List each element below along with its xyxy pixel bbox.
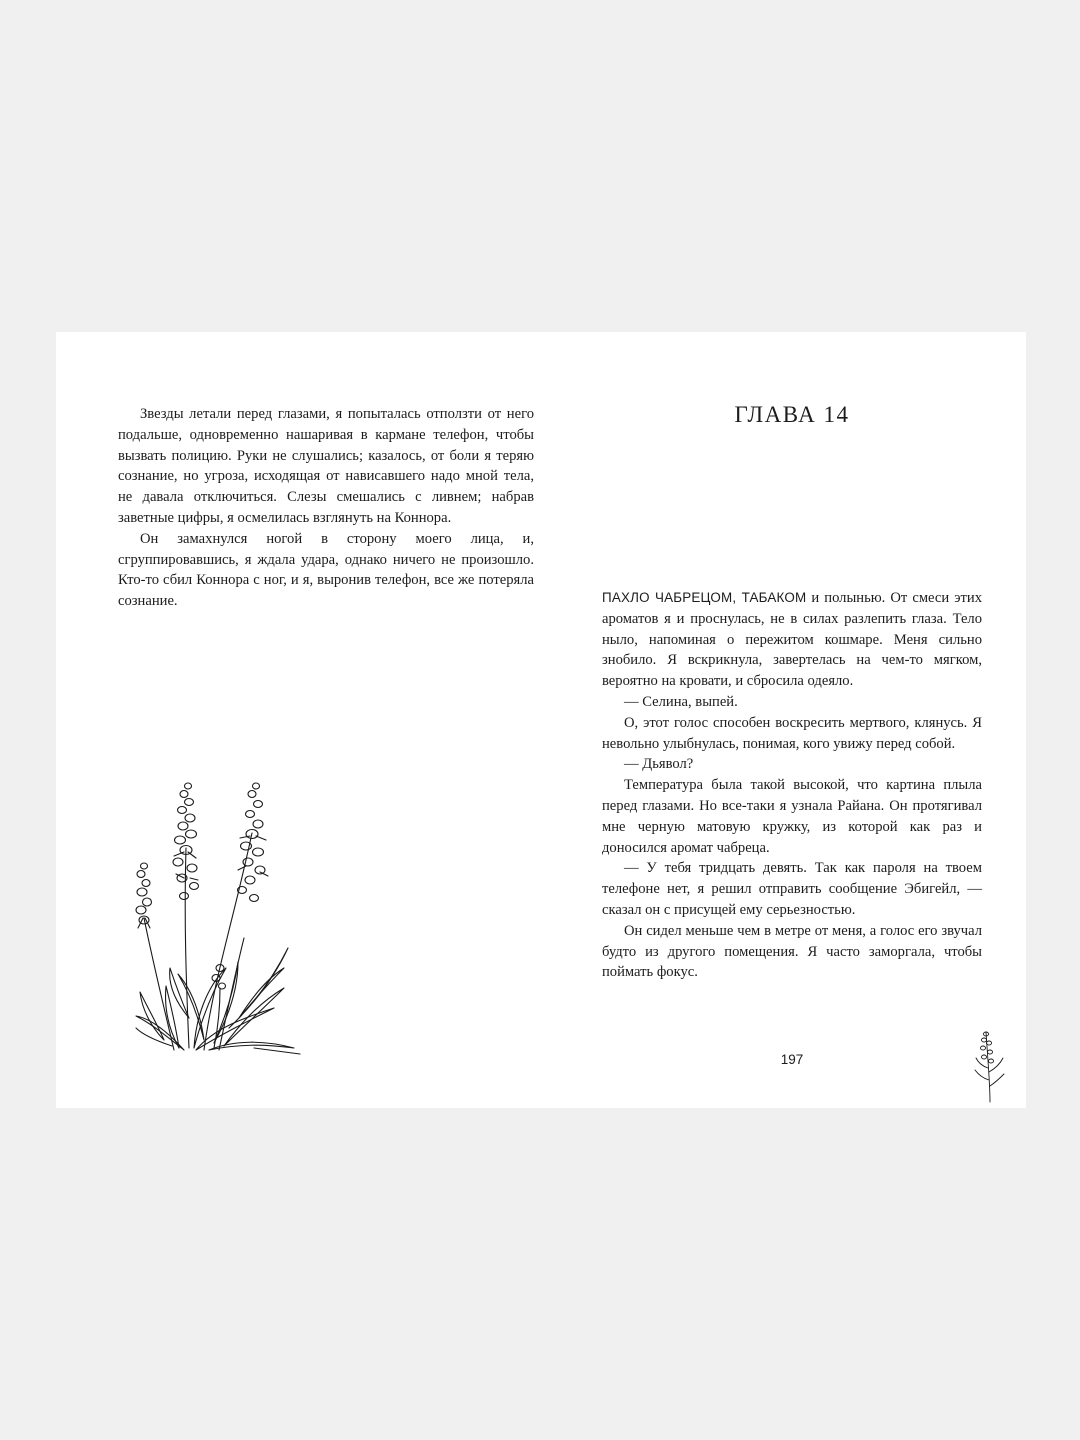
right-paragraph-4: — Дьявол? <box>624 756 694 773</box>
right-paragraph-3: О, этот голос способен воскресить мертвого, клянусь. Я невольно улыбнулась, понимая, кого увижу перед собой. <box>602 714 982 752</box>
opening-words: ПАХЛО ЧАБРЕЦОМ, ТАБАКОМ <box>602 590 807 605</box>
right-paragraph-1 <box>602 588 982 692</box>
lavender-illustration-icon <box>134 778 304 1056</box>
left-paragraph-2: Он замахнулся ногой в сторону моего лица, и, сгруппировавшись, я ждала удара, однако ничего не произошло. Кто-то сбил Коннора с ног, и я, выронив телефон, все же потеряла сознание. <box>118 530 534 610</box>
left-page <box>118 404 534 612</box>
page-number: 197 <box>780 1052 804 1067</box>
right-page <box>602 332 982 1108</box>
right-paragraph-6: — У тебя тридцать девять. Так как пароля на твоем телефоне нет, я решил отправить сообщение Эбигейл, — сказал он с присущей ему серьезностью. <box>602 860 982 918</box>
left-paragraph-1: Звезды летали перед глазами, я попыталась отползти от него подальше, одновременно нашаривая в кармане телефон, чтобы вызвать полицию. Руки не слушались; казалось, от боли я теряю сознание, но угроза, исходящая от нависавшего надо мной тела, не давала отключиться. Слезы смешались с ливнем; набрав заветные цифры, я осмелилась взглянуть на Коннора. <box>118 406 534 526</box>
book-spread <box>56 332 1026 1108</box>
chapter-body <box>602 588 982 983</box>
right-paragraph-5: Температура была такой высокой, что картина плыла перед глазами. Но все-таки я узнала Райана. Он протягивал мне черную матовую кружку, из которой как раз и доносился аромат чабреца. <box>602 777 982 856</box>
chapter-title: ГЛАВА 14 <box>734 402 850 427</box>
opening-rest: и полынью. От смеси этих ароматов я и проснулась, не в силах разлепить глаза. Тело ныло, напоминая о пережитом кошмаре. Меня сильно знобило. Я вскрикнула, завертелась на чем-то мягком, вероятно на кровати, и сбросила одеяло. <box>602 590 983 690</box>
right-paragraph-2: — Селина, выпей. <box>624 693 738 710</box>
lavender-sprig-icon <box>972 1028 1008 1104</box>
right-paragraph-7: Он сидел меньше чем в метре от меня, а голос его звучал будто из другого помещения. Я часто заморгала, чтобы поймать фокус. <box>602 922 982 981</box>
